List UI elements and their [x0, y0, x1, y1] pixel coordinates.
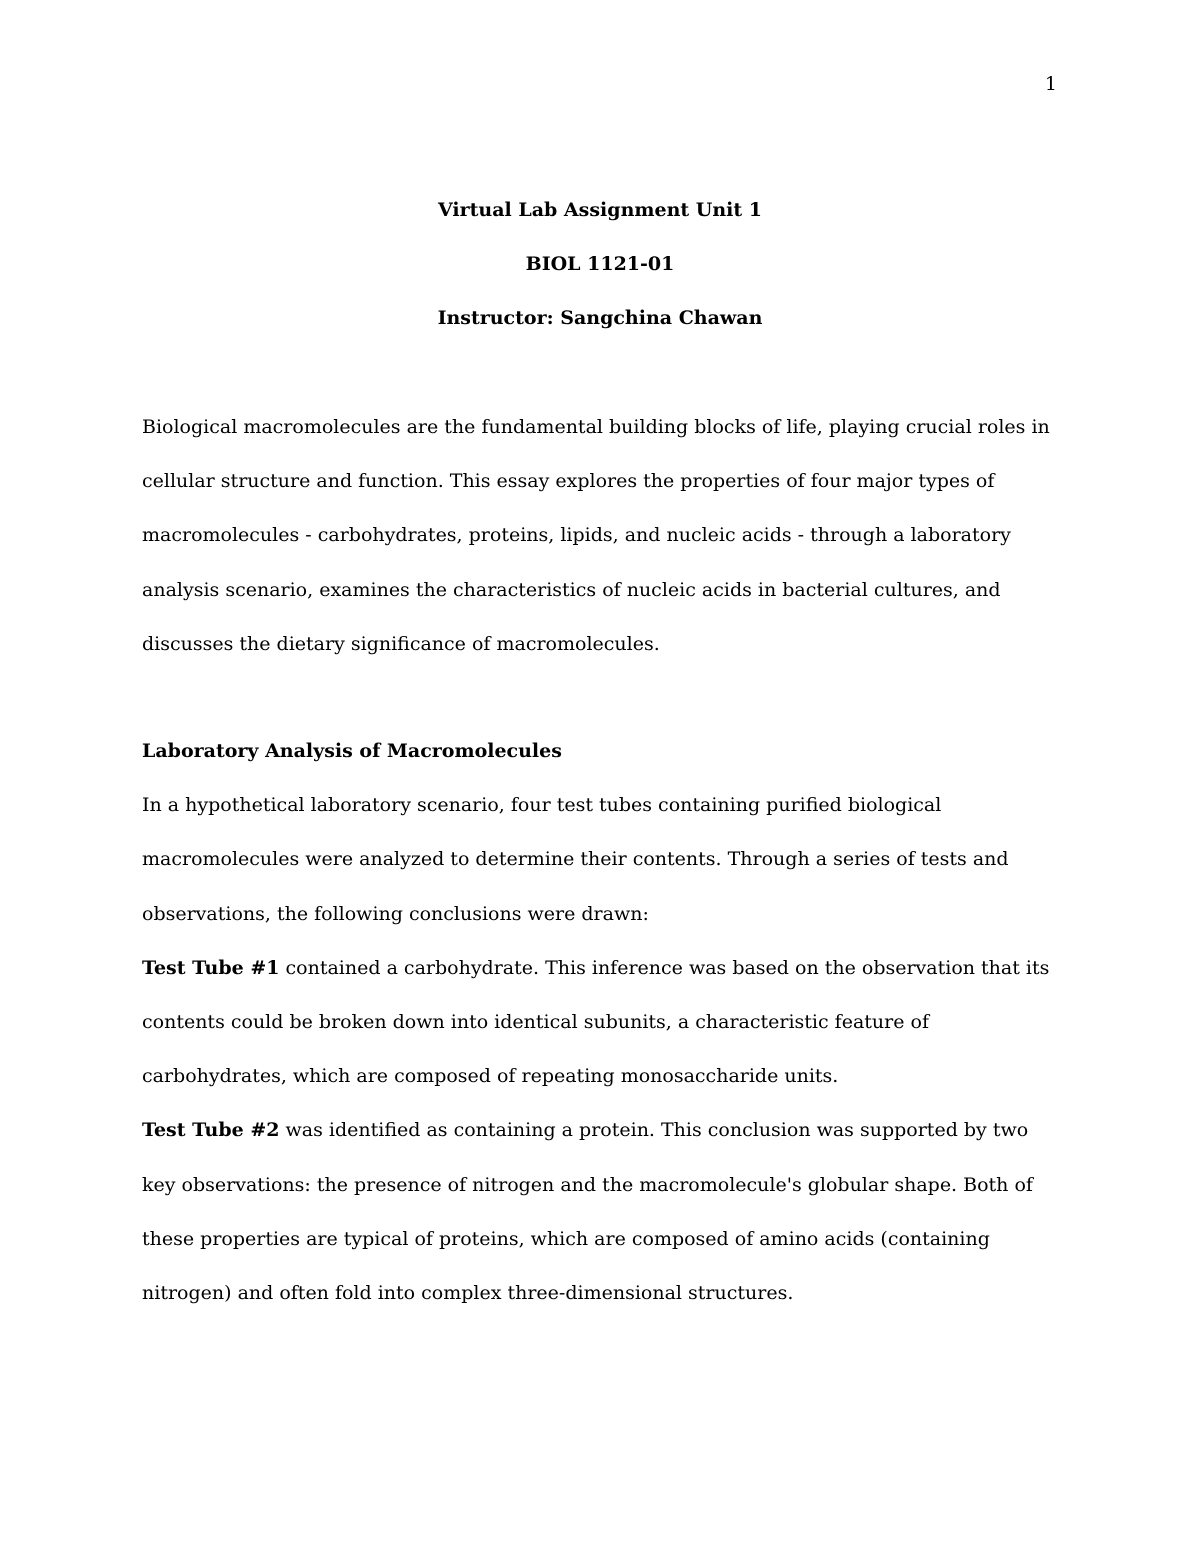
test-tube-1-paragraph [142, 941, 1058, 1104]
instructor-line: Instructor: Sangchina Chawan [437, 307, 763, 329]
test-tube-2-paragraph [142, 1103, 1058, 1320]
test-tube-2-label: Test Tube #2 [142, 1119, 280, 1142]
lab-analysis-section [142, 724, 1058, 1320]
test-tube-1-text: contained a carbohydrate. This inference was based on the observation that its contents could be broken down into identical subunits, a characteristic feature of carbohydrates, which are composed of repeating monosaccharide units. [142, 956, 1050, 1088]
test-tube-2-text: was identified as containing a protein. This conclusion was supported by two key observations: the presence of nitrogen and the macromolecule's globular shape. Both of these properties are typical of proteins, which are composed of amino acids (containing nitrogen) and often fold into complex three-dimensional structures. [142, 1119, 1033, 1305]
section-heading: Laboratory Analysis of Macromolecules [142, 740, 562, 762]
section-paragraph: In a hypothetical laboratory scenario, four test tubes containing purified biological macromolecules were analyzed to determine their contents. Through a series of tests and observations, the following conclusions were drawn: [142, 794, 1009, 925]
intro-section [142, 400, 1058, 671]
title-block [0, 197, 1200, 359]
document-title: Virtual Lab Assignment Unit 1 [437, 199, 762, 221]
test-tube-1-label: Test Tube #1 [142, 956, 280, 979]
page-number: 1 [1044, 73, 1057, 95]
course-code: BIOL 1121-01 [525, 253, 675, 275]
intro-paragraph: Biological macromolecules are the fundamental building blocks of life, playing crucial roles in cellular structure and function. This essay explores the properties of four major types of macromolecules - carbohydrates, proteins, lipids, and nucleic acids - through a laboratory analysis scenario, examines the characteristics of nucleic acids in bacterial cultures, and discusses the dietary significance of macromolecules. [142, 416, 1050, 655]
